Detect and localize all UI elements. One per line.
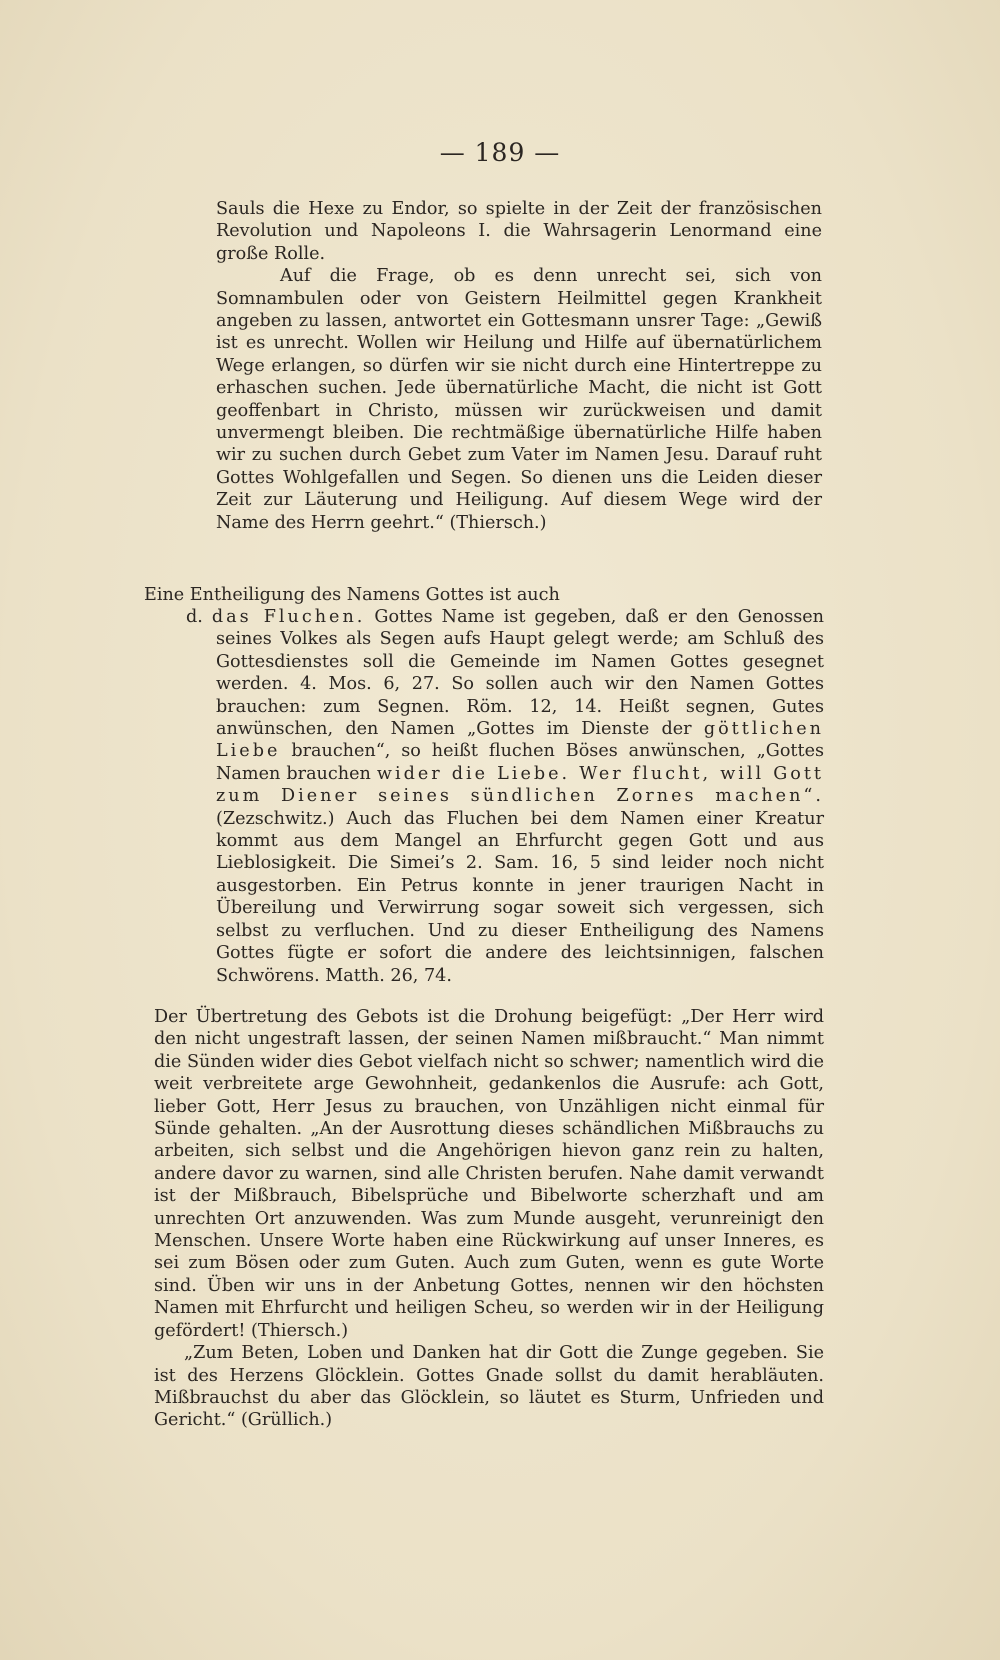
paragraph-text: „Zum Beten, Loben und Danken hat dir Gott die Zunge gegeben. Sie ist des Herzens Glöcklein. Gottes Gnade sollst du damit herabläuten. Mißbrauchst du aber das Glöcklein, so läutet es Sturm, Unfrieden und Gericht.“ (Grüllich.) (154, 1343, 824, 1431)
paragraph-text: Gottes Name ist gegeben, daß er den Genossen seines Volkes als Segen aufs Haupt gelegt werde; am Schluß des Gottesdienstes soll die Gemeinde im Namen Gottes gesegnet werden. 4. Mos. 6, 27. So sollen auch wir den Namen Gottes brauchen: zum Segnen. Röm. 12, 14. Heißt segnen, Gutes anwünschen, den Namen „Gottes im Dienste der (216, 607, 825, 740)
emphasis-text: wider die Liebe. Wer flucht, will Gott zum Diener seines sündlichen Zornes machen“. (216, 763, 825, 807)
paragraph-text: Sauls die Hexe zu Endor, so spielte in der Zeit der französischen Revolution und Napoleons I. die Wahrsagerin Lenormand eine große Rolle. (216, 199, 822, 264)
paragraph-text: (Zezschwitz.) Auch das Fluchen bei dem Namen einer Kreatur kommt aus dem Mangel an Ehrfurcht gegen Gott und aus Lieblosigkeit. Die Simei’s 2. Sam. 16, 5 sind leider noch nicht ausgestorben. Ein Petrus konnte in jener traurigen Nacht in Übereilung und Verwirrung sogar soweit sich vergessen, sich selbst zu verfluchen. Und zu dieser Entheiligung des Namens Gottes fügte er sofort die andere des leichtsinnigen, falschen Schwörens. Matth. 26, 74. (216, 808, 824, 986)
paragraph-text: Eine Entheiligung des Namens Gottes ist auch (144, 585, 560, 605)
paragraph-uebertretung (154, 1006, 824, 1432)
paragraph-text: Auf die Frage, ob es denn unrecht sei, sich von Somnambulen oder von Geistern Heilmittel gegen Krankheit angeben zu lassen, antwortet ein Gottesmann unsrer Tage: „Gewiß ist es unrecht. Wollen wir Heilung und Hilfe auf übernatürlichem Wege erlangen, so dürfen wir sie nicht durch eine Hintertreppe zu erhaschen suchen. Jede übernatürliche Macht, die nicht ist Gott geoffenbart in Christo, müssen wir zurückweisen und damit unvermengt bleiben. Die rechtmäßige übernatürliche Hilfe haben wir zu suchen durch Gebet zum Vater im Namen Jesu. Darauf ruht Gottes Wohlgefallen und Segen. So dienen uns die Leiden dieser Zeit zur Läuterung und Heiligung. Auf diesem Wege wird der Name des Herrn geehrt.“ (Thiersch.) (216, 266, 822, 533)
paragraph-entheiligung (144, 584, 824, 606)
page-number: — 189 — (439, 138, 561, 167)
section-d-fluchen (158, 606, 824, 987)
section-marker: d. (186, 607, 203, 627)
paragraph-text: brauchen“, so heißt fluchen Böses anwünschen, „Gottes Namen brauchen (216, 741, 825, 784)
paragraph-somnambulen (216, 198, 822, 534)
section-heading: das Fluchen. (211, 607, 366, 627)
emphasis-text: göttlichen Liebe (216, 719, 825, 762)
paragraph-text: Der Übertretung des Gebots ist die Drohung beigefügt: „Der Herr wird den nicht ungestraft lassen, der seinen Namen mißbraucht.“ Man nimmt die Sünden wider dies Gebot vielfach nicht so schwer; namentlich wird die weit verbreitete arge Gewohnheit, gedankenlos die Ausrufe: ach Gott, lieber Gott, Herr Jesus zu brauchen, von Unzähligen nicht einmal für Sünde gehalten. „An der Ausrottung dieses schändlichen Mißbrauchs zu arbeiten, sich selbst und die Angehörigen hievon ganz rein zu halten, andere davor zu warnen, sind alle Christen berufen. Nahe damit verwandt ist der Mißbrauch, Bibelsprüche und Bibelworte scherzhaft und am unrechten Ort anzuwenden. Was zum Munde ausgeht, verunreinigt den Menschen. Unsere Worte haben eine Rückwirkung auf unser Inneres, es sei zum Bösen oder zum Guten. Auch zum Guten, wenn es gute Worte sind. Üben wir uns in der Anbetung Gottes, nennen wir den höchsten Namen mit Ehrfurcht und heiligen Scheu, so werden wir in der Heiligung gefördert! (Thiersch.) (154, 1007, 824, 1341)
